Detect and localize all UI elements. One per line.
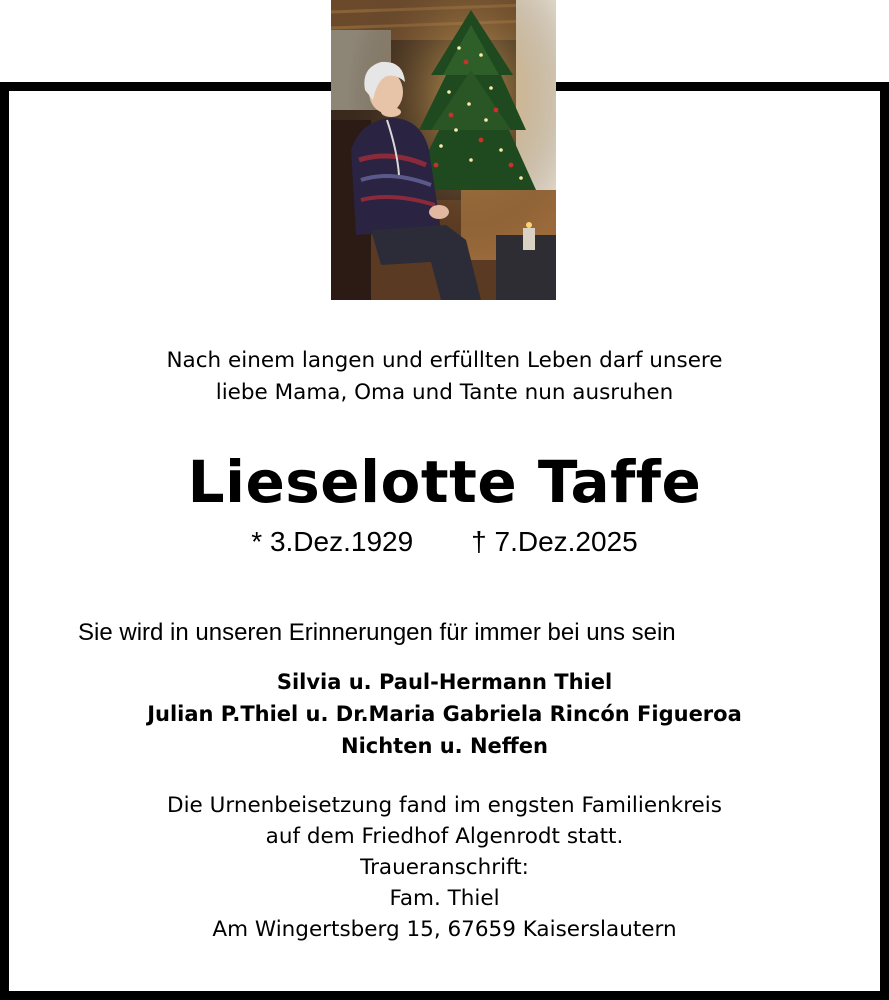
family-member-line: Nichten u. Neffen: [341, 734, 548, 758]
intro-line-1: Nach einem langen und erfüllten Leben darf unsere: [166, 348, 723, 373]
burial-line: auf dem Friedhof Algenrodt statt.: [265, 824, 624, 849]
mourning-address-street: Am Wingertsberg 15, 67659 Kaiserslautern: [212, 917, 677, 942]
memorial-quote: Sie wird in unseren Erinnerungen für immer bei uns sein: [78, 619, 676, 646]
deceased-name: Lieselotte Taffe: [187, 448, 702, 516]
mourning-address-label: Traueranschrift:: [360, 855, 529, 880]
mourning-address-name: Fam. Thiel: [389, 886, 500, 911]
family-member-line: Julian P.Thiel u. Dr.Maria Gabriela Rincón Figueroa: [147, 702, 742, 726]
burial-info: [0, 790, 889, 945]
portrait-photo: [331, 0, 556, 300]
family-list: [0, 666, 889, 762]
burial-line: Die Urnenbeisetzung fand im engsten Familienkreis: [167, 793, 722, 818]
death-date: † 7.Dez.2025: [471, 526, 638, 557]
intro-line-2: liebe Mama, Oma und Tante nun ausruhen: [215, 380, 674, 405]
birth-date: * 3.Dez.1929: [251, 526, 414, 557]
family-member-line: Silvia u. Paul-Hermann Thiel: [276, 670, 613, 694]
intro-text: [0, 345, 889, 409]
life-dates: [0, 524, 889, 560]
portrait-photo-illustration: [331, 0, 556, 300]
